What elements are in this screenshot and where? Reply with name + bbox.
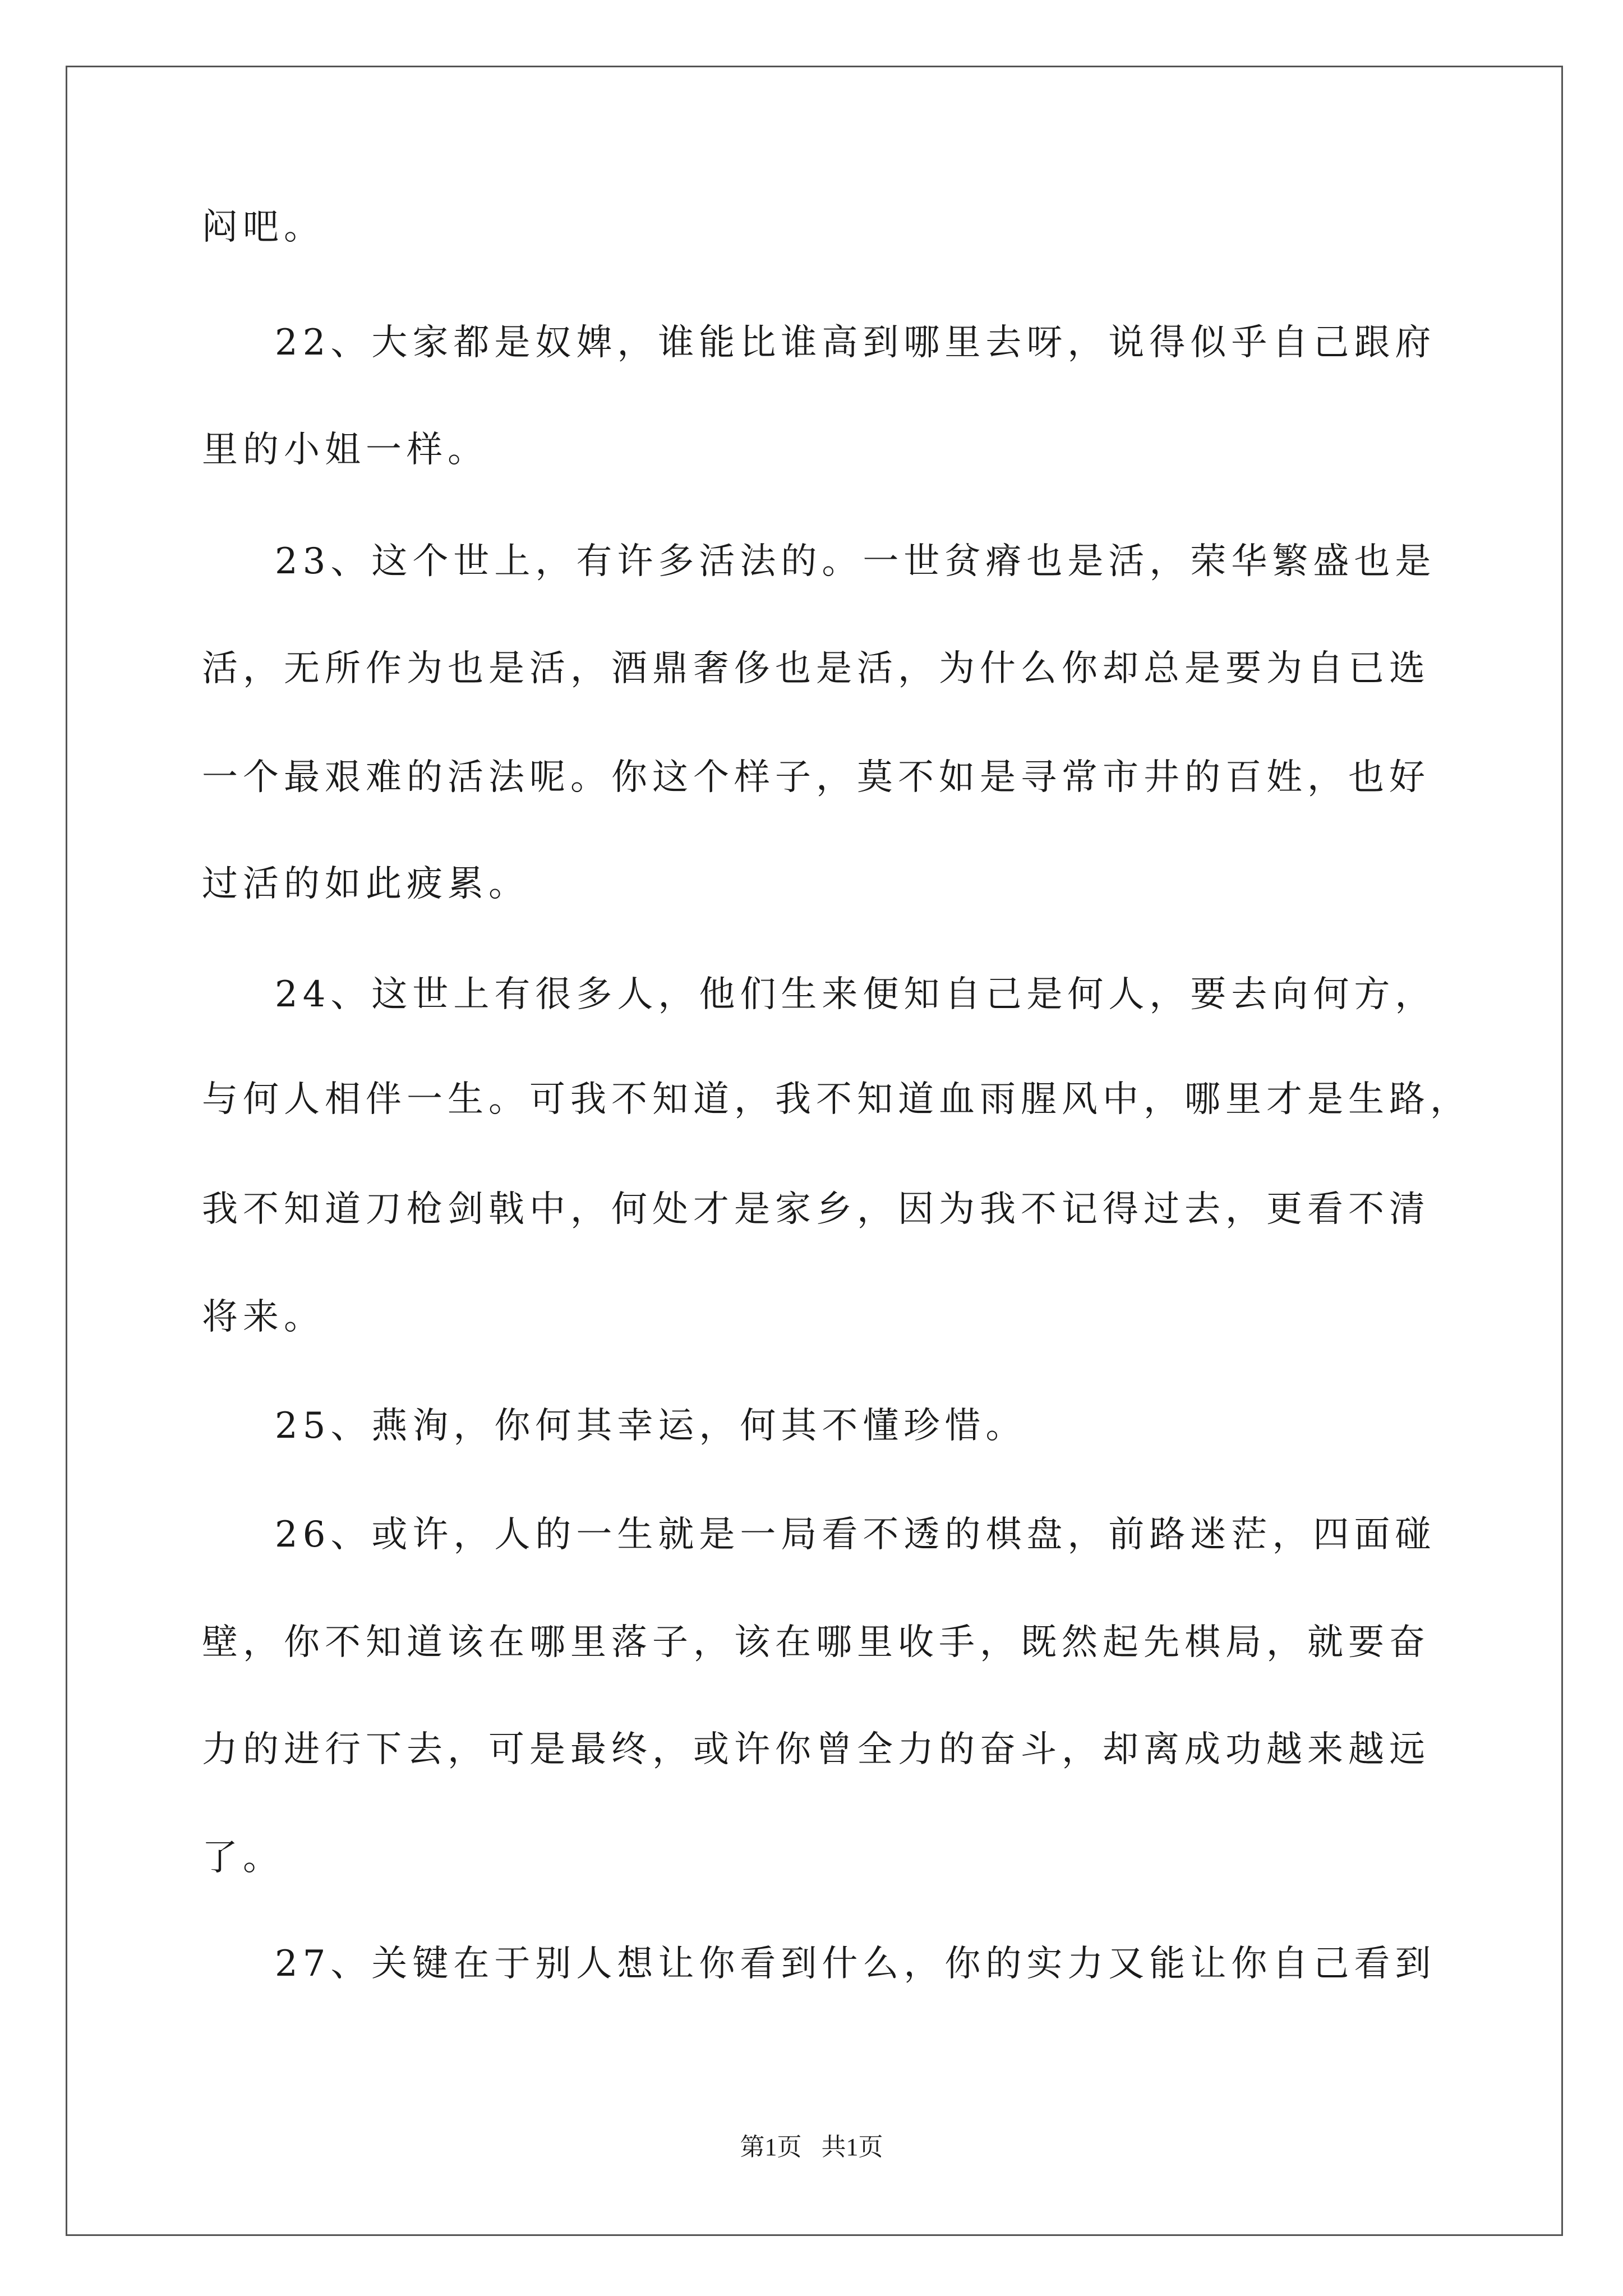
- text-line: 与何人相伴一生。可我不知道，我不知道血雨腥风中，哪里才是生路，: [202, 1079, 1471, 1120]
- text-line: 27、关键在于别人想让你看到什么，你的实力又能让你自己看到: [275, 1943, 1436, 1985]
- text-line: 力的进行下去，可是最终，或许你曾全力的奋斗，却离成功越来越远: [202, 1729, 1430, 1770]
- text-line: 22、大家都是奴婢，谁能比谁高到哪里去呀，说得似乎自己跟府: [275, 322, 1436, 364]
- text-line: 23、这个世上，有许多活法的。一世贫瘠也是活，荣华繁盛也是: [275, 541, 1436, 582]
- total-pages: 共1页: [821, 2133, 883, 2161]
- text-line: 将来。: [202, 1296, 325, 1338]
- text-line: 一个最艰难的活法呢。你这个样子，莫不如是寻常市井的百姓，也好: [202, 757, 1430, 798]
- page-number: 第1页: [740, 2133, 802, 2161]
- text-line: 了。: [202, 1837, 284, 1879]
- text-line: 闷吧。: [202, 206, 325, 248]
- text-line: 我不知道刀枪剑戟中，何处才是家乡，因为我不记得过去，更看不清: [202, 1189, 1430, 1230]
- page-border: [66, 66, 1563, 2236]
- text-line: 24、这世上有很多人，他们生来便知自己是何人，要去向何方，: [275, 974, 1436, 1015]
- page-footer: [0, 2131, 1623, 2164]
- text-line: 过活的如此疲累。: [202, 863, 529, 905]
- text-line: 26、或许，人的一生就是一局看不透的棋盘，前路迷茫，四面碰: [275, 1514, 1436, 1556]
- text-line: 25、燕洵，你何其幸运，何其不懂珍惜。: [275, 1405, 1027, 1447]
- text-line: 活，无所作为也是活，酒鼎奢侈也是活，为什么你却总是要为自已选: [202, 648, 1430, 689]
- text-line: 壁，你不知道该在哪里落子，该在哪里收手，既然起先棋局，就要奋: [202, 1622, 1430, 1663]
- text-line: 里的小姐一样。: [202, 429, 488, 471]
